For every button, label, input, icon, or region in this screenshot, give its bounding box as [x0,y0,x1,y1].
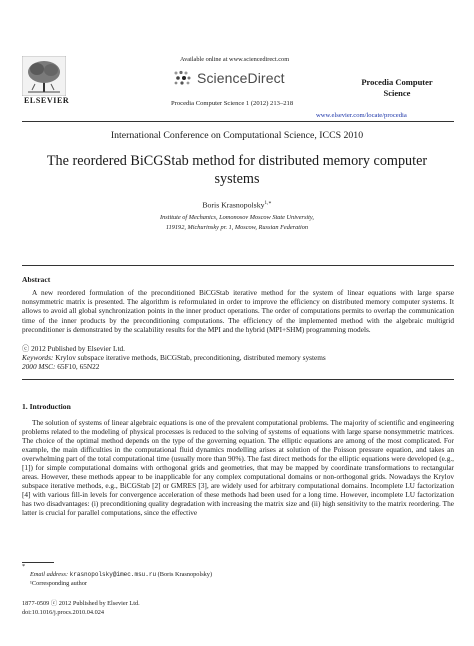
journal-title [340,77,454,99]
footnote-corresponding: ¹Corresponding author [30,580,87,587]
section-heading: 1. Introduction [22,402,71,411]
issn-line: 1877-0509 ⓒ 2012 Published by Elsevier Ltd. [22,600,140,607]
sciencedirect-wordmark: ScienceDirect [197,70,285,86]
author-marks: 1,∗ [264,201,272,206]
available-online-text: Available online at www.sciencedirect.com [180,56,290,63]
msc-line [22,362,454,371]
abstract-body: A new reordered formulation of the preconditioned BiCGStab iterative method for the system of linear equations with large sparse nonsymmetric matrix is presented. The algorithm is reformulated in order to improve the efficiency on distributed memory computer systems. It allows to avoid all global synchronization points in the inner product operations. The order of computations permits to overlap the communication time of the inner products by the preconditioning computations. The efficiency of the implemented method with the algebraic multigrid preconditioner is demonstrated by the scalability results for the MPI and the hybrid (MPI+SHM) programming models. [22,288,454,334]
email-owner: (Boris Krasnopolsky) [157,571,213,578]
abstract-top-divider [22,265,454,266]
conference-name: International Conference on Computational Science, ICCS 2010 [110,130,364,141]
sciencedirect-dots-icon [173,70,193,86]
affiliation-line1: Institute of Mechanics, Lomonosov Moscow State University, [160,214,314,221]
msc-label: 2000 MSC: [22,362,56,371]
author-name: Boris Krasnopolsky [202,200,265,210]
header-divider [22,121,454,122]
journal-reference: Procedia Computer Science 1 (2012) 213–218 [171,100,294,107]
footnote-email [30,571,462,579]
abstract-bottom-divider [22,379,454,380]
elsevier-tree-logo [22,56,66,96]
msc-codes: 65F10, 65N22 [57,362,100,371]
publisher-name: ELSEVIER [24,96,70,105]
keywords-text: Krylov subspace iterative methods, BiCGStab, preconditioning, distributed memory systems [55,353,326,362]
keywords-line [22,353,454,362]
journal-url-link[interactable]: www.elsevier.com/locate/procedia [316,112,407,119]
journal-title-line2: Science [383,88,411,98]
abstract-copyright: ⓒ 2012 Published by Elsevier Ltd. [22,344,125,353]
email-label: Email address: [30,571,69,578]
keywords-label: Keywords: [22,353,54,362]
affiliation [0,213,474,232]
author-line [0,200,474,210]
footnote-star: * [22,563,26,570]
affiliation-line2: 119192, Michurinsky pr. 1, Moscow, Russian Federation [165,223,309,231]
journal-title-line1: Procedia Computer [361,77,433,87]
email-address[interactable]: krasnopolsky@imec.msu.ru [69,571,157,578]
sciencedirect-logo [173,67,285,89]
doi-link[interactable]: doi:10.1016/j.procs.2010.04.024 [22,609,105,616]
abstract-heading: Abstract [22,275,51,284]
paper-title: The reordered BiCGStab method for distributed memory computer systems [46,153,428,187]
introduction-body: The solution of systems of linear algebraic equations is one of the prevalent computational problems. The majority of scientific and engineering problems related to the modeling of physical processes is reduced to the solving of systems of equations with large sparse nonsymmetric matrices. The choice of the optimal method depends on the type of the governing equation. The elliptic equations are among of the most complicated. For example, the main difficulties in the computational fluid dynamics modelling arises at solution of the Poisson pressure equation, and takes an overwhelming part of the total computational time (usually more than 90%). The fast direct methods for the elliptic equations were developed (e.g., [1]) for simple computational domains with orthogonal grids and geometries, that may be mapped by coordinate transformations to rectangular areas. However, these methods appear to be inapplicable for any complex computational domains or non-orthogonal grids. Nowadays the Krylov subspace iterative methods, e.g., BiCGStab [2] or GMRES [3], are widely used for arbitrary computational domains. Incomplete LU factorization [4] with various fill-in levels for convergence acceleration of these methods had been used for a long time. However, incomplete LU factorization has two disadvantages: (i) preconditioning quality degradation with increasing the matrix size and (ii) high sensitivity to the matrix reordering. The latter is crucial for parallel computations, since the effective [22,418,454,518]
